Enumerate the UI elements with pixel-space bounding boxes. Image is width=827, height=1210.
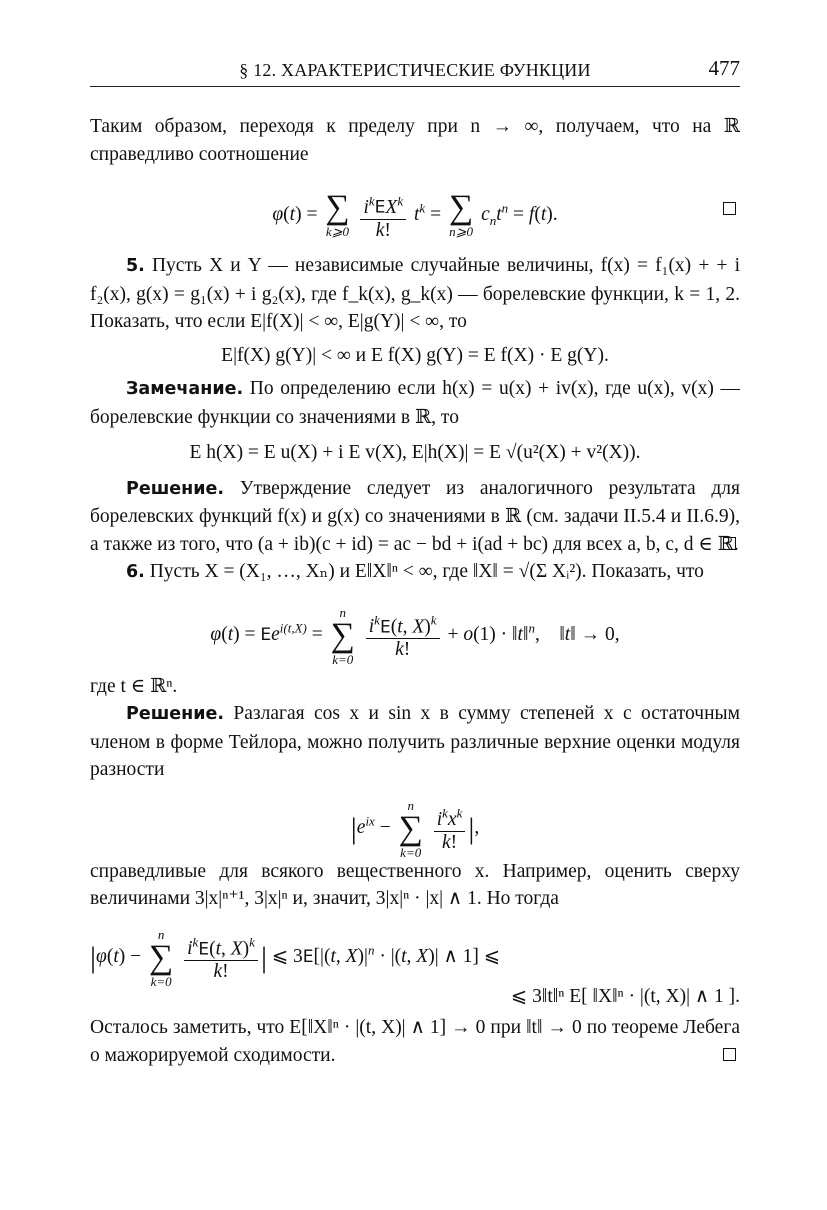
formula-characteristic-expansion: $\varphi(t) = Ee^{i(t,X)}$ = n ∑ k=0 $\frac{i^kE(t, X)^k}{k!}$ + o(1) · ‖t‖$^n$, ‖t‖ → 0, xyxy=(210,604,620,667)
qed-square-icon xyxy=(723,537,736,550)
running-header xyxy=(90,56,740,87)
solution-5: Решение. Утверждение следует из аналогичного результата для борелевских функций f(x) и g(x) со значениями в ℝ (см. задачи II.5.4 и II.6.9), а также из того, что (a + ib)(c + id) = ac − bd + i(ad + bc) для всех a, b, c, d ∈ ℝ. xyxy=(90,477,740,555)
paragraph-limit: Таким образом, переходя к пределу при n → ∞, получаем, что на ℝ справедливо соотношение xyxy=(90,116,740,165)
formula-phi-series: φ(t) = ∑ k⩾0 $\frac{i^kEX^k}{k!}$ $t^k$ = ∑ n⩾0 $c_nt^n = f(t)$. xyxy=(90,178,740,244)
problem-6: 6. Пусть X = (X₁, …, Xₙ) и E‖X‖ⁿ < ∞, где ‖X‖ = √(Σ Xᵢ²). Показать, что xyxy=(126,561,704,582)
qed-square-icon xyxy=(723,202,736,215)
page-number: 477 xyxy=(708,56,740,80)
qed-square-icon xyxy=(723,1048,736,1061)
formula-remainder-modulus: $|e^{ix}$ − n ∑ k=0 $\frac{i^kx^k}{k!}$ |, xyxy=(350,797,480,860)
formula-expectation-product: E|f(X) g(Y)| < ∞ и E f(X) g(Y) = E f(X) · E g(Y). xyxy=(221,344,609,366)
chapter-title: § 12. ХАРАКТЕРИСТИЧЕСКИЕ ФУНКЦИИ xyxy=(239,60,591,80)
book-page xyxy=(90,56,740,1069)
paragraph-where: где t ∈ ℝⁿ. xyxy=(90,675,178,697)
paragraph-conclusion: Осталось заметить, что E[‖X‖ⁿ · |(t, X)| ∧ 1] → 0 при ‖t‖ → 0 по теореме Лебега о мажорируемой сходимости. xyxy=(90,1017,740,1066)
formula-bound-line-1: |φ(t) − n ∑ k=0 $\frac{i^kE(t, X)^k}{k!}$ | ⩽ 3E[|(t, $X)|^n \cdot |(t$, X)| ∧ 1] ⩽ xyxy=(90,926,501,989)
formula-bound-line-2: ⩽ 3‖t‖ⁿ E[ ‖X‖ⁿ · |(t, X)| ∧ 1 ]. xyxy=(510,985,740,1007)
remark: Замечание. По определению если h(x) = u(x) + iv(x), где u(x), v(x) — борелевские функции со значениями в ℝ, то xyxy=(90,378,740,428)
problem-5: 5. Пусть X и Y — независимые случайные величины, f(x) = f₁(x) + + i f₂(x), g(x) = g₁(x) + i g₂(x), где f_k(x), g_k(x) — борелевские функции, k = 1, 2. Показать, что если E|f(X)| < ∞, E|g(Y)| < ∞, то xyxy=(90,255,740,332)
solution-6: Решение. Разлагая cos x и sin x в сумму степеней x с остаточным членом в форме Тейлора, можно получить различные верхние оценки модуля разности xyxy=(90,703,740,780)
paragraph-estimate: справедливые для всякого вещественного x. Например, оценить сверху величинами 3|x|ⁿ⁺¹, 3|x|ⁿ и, значит, 3|x|ⁿ · |x| ∧ 1. Но тогда xyxy=(90,860,740,909)
formula-complex-expectation: E h(X) = E u(X) + i E v(X), E|h(X)| = E √(u²(X) + v²(X)). xyxy=(189,442,641,463)
